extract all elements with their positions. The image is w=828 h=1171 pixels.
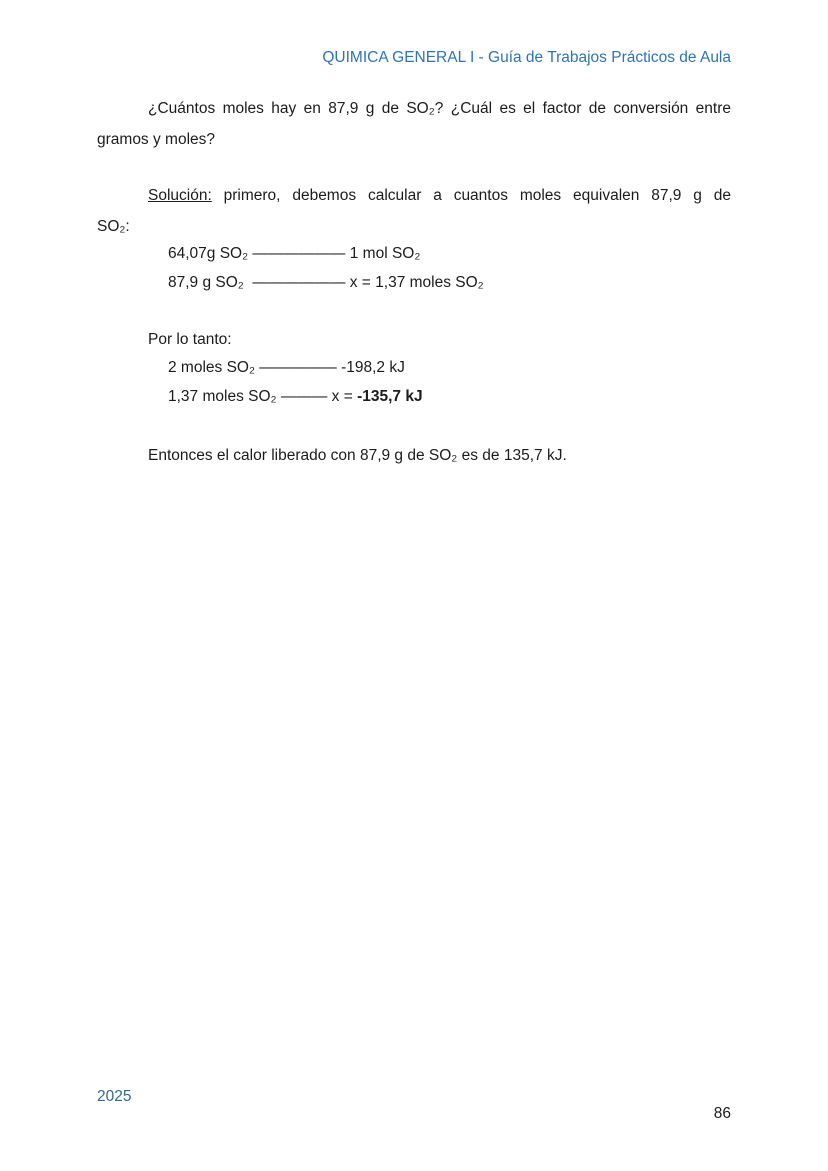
solution-paragraph-line-1 <box>97 186 731 205</box>
conversion-moles-line-1: 64,07g SO₂ —————— 1 mol SO₂ <box>168 245 421 262</box>
conversion-heat-line-2-prefix: 1,37 moles SO₂ ——— x = <box>168 388 358 405</box>
question-paragraph-line-2: gramos y moles? <box>97 131 216 148</box>
solution-label: Solución: <box>148 187 212 204</box>
page-number: 86 <box>713 1105 731 1122</box>
page-header: QUIMICA GENERAL I - Guía de Trabajos Prácticos de Aula <box>322 49 731 66</box>
conversion-heat-line-1: 2 moles SO₂ ————— -198,2 kJ <box>168 359 405 376</box>
conversion-moles-line-2: 87,9 g SO₂ —————— x = 1,37 moles SO₂ <box>168 274 484 291</box>
conversion-heat-line-2 <box>168 387 423 406</box>
therefore-text: Por lo tanto: <box>148 331 232 348</box>
footer-year: 2025 <box>97 1088 132 1105</box>
closing-statement: Entonces el calor liberado con 87,9 g de SO₂ es de 135,7 kJ. <box>148 447 567 464</box>
question-paragraph-line-1: ¿Cuántos moles hay en 87,9 g de SO₂? ¿Cuál es el factor de conversión entre <box>148 100 731 117</box>
solution-text: primero, debemos calcular a cuantos moles equivalen 87,9 g de <box>223 187 731 204</box>
solution-paragraph-line-2: SO₂: <box>97 218 130 235</box>
conversion-heat-result: -135,7 kJ <box>357 388 423 405</box>
